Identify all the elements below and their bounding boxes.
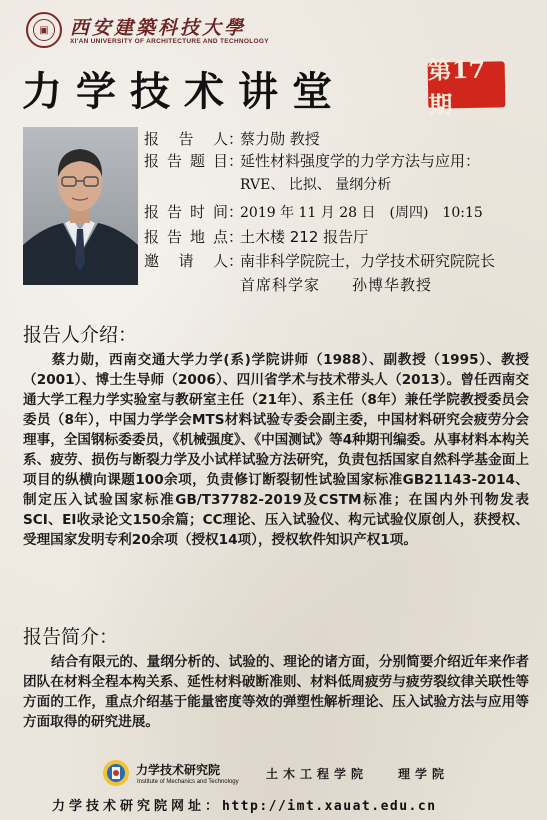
lecture-series-title: 力学技术讲堂 [22, 69, 346, 115]
issue-badge: 第17期 [428, 61, 506, 108]
website-link[interactable]: http://imt.xauat.edu.cn [222, 799, 437, 814]
institute-logo-icon [101, 758, 131, 788]
topic-line-2-row [240, 174, 391, 194]
speaker-row: 报告人：蔡力勋 教授 [144, 130, 320, 148]
inviter-line-1: 南非科学院院士，力学技术研究院院长 [240, 252, 496, 270]
university-logo [26, 12, 62, 48]
topic-line-1: 延性材料强度学的力学方法与应用： [240, 152, 481, 170]
institute-name-en: Institute of Mechanics and Technology [137, 779, 239, 785]
talk-place: 土木楼 212 报告厅 [240, 228, 369, 246]
place-row: 报告地点：土木楼 212 报告厅 [144, 228, 369, 246]
talk-time: 2019 年 11 月 28 日 (周四) 10:15 [240, 205, 483, 221]
speaker-photo [23, 127, 138, 285]
speaker-name: 蔡力勋 教授 [240, 130, 320, 148]
place-label: 报告地点 [144, 228, 228, 246]
institute-name-cn: 力学技术研究院 [136, 763, 221, 777]
topic-label: 报告题目 [144, 152, 228, 170]
school-civil-engineering: 土木工程学院 [266, 767, 369, 781]
university-name-cn: 西安建築科技大學 [70, 17, 247, 39]
time-label: 报告时间 [144, 203, 228, 221]
university-seal-icon: ▣ [33, 19, 55, 41]
bio-paragraph [23, 350, 529, 550]
abstract-heading: 报告简介： [23, 626, 119, 648]
school-of-science: 理学院 [398, 767, 450, 781]
abstract-paragraph [23, 652, 529, 732]
speaker-label: 报告人 [144, 130, 228, 148]
inviter-line-2-row [240, 274, 432, 295]
inviter-row: 邀请人：南非科学院院士，力学技术研究院院长 [144, 252, 496, 270]
university-name-en: XI'AN UNIVERSITY OF ARCHITECTURE AND TECHNOLOGY [70, 38, 269, 45]
bio-text: 蔡力勋，西南交通大学力学(系)学院讲师（1988）、副教授（1995）、教授（2001）、博士生导师（2006）、四川省学术与技术带头人（2013）。曾任西南交通大学工程力学实验室与教研室主任（21年）、系主任（8年）兼任学院教授委员会委员（8年），中国力学学会MTS材料试验专委会副主委，中国材料研究会疲劳分会理事，全国钢标委委员，《机械强度》、《中国测试》等4种期刊编委。从事材料本构关系、疲劳、损伤与断裂力学及小试样试验方法研究，负责包括国家自然科学基金面上项目的纵横向课题100余项，负责修订断裂韧性试验国家标准GB21143-2014、制定压入试验国家标准GB/T37782-2019及CSTM标准；在国内外刊物发表SCI、EI收录论文150余篇；CC理论、压入试验仪、构元试验仪原创人，获授权、受理国家发明专利20余项（授权14项），授权软件知识产权1项。 [23, 352, 529, 548]
inviter-label: 邀请人 [144, 252, 228, 270]
topic-row: 报告题目：延性材料强度学的力学方法与应用： [144, 152, 481, 170]
topic-line-2: RVE、 比拟、 量纲分析 [240, 177, 392, 193]
website-label: 力学技术研究院网址： [52, 799, 223, 814]
inviter-line-2: 首席科学家 孙博华教授 [240, 276, 433, 294]
website-line [52, 795, 437, 814]
abstract-text: 结合有限元的、量纲分析的、试验的、理论的诸方面，分别简要介绍近年来作者团队在材料全程本构关系、延性材料破断准则、材料低周疲劳与疲劳裂纹律关联性等方面的工作，重点介绍基于能量密度等效的弹塑性解析理论、压入试验方法与应用等方面取得的研究进展。 [23, 654, 529, 730]
time-row: 报告时间：2019 年 11 月 28 日 (周四) 10:15 [144, 203, 483, 221]
bio-heading: 报告人介绍： [23, 324, 138, 346]
